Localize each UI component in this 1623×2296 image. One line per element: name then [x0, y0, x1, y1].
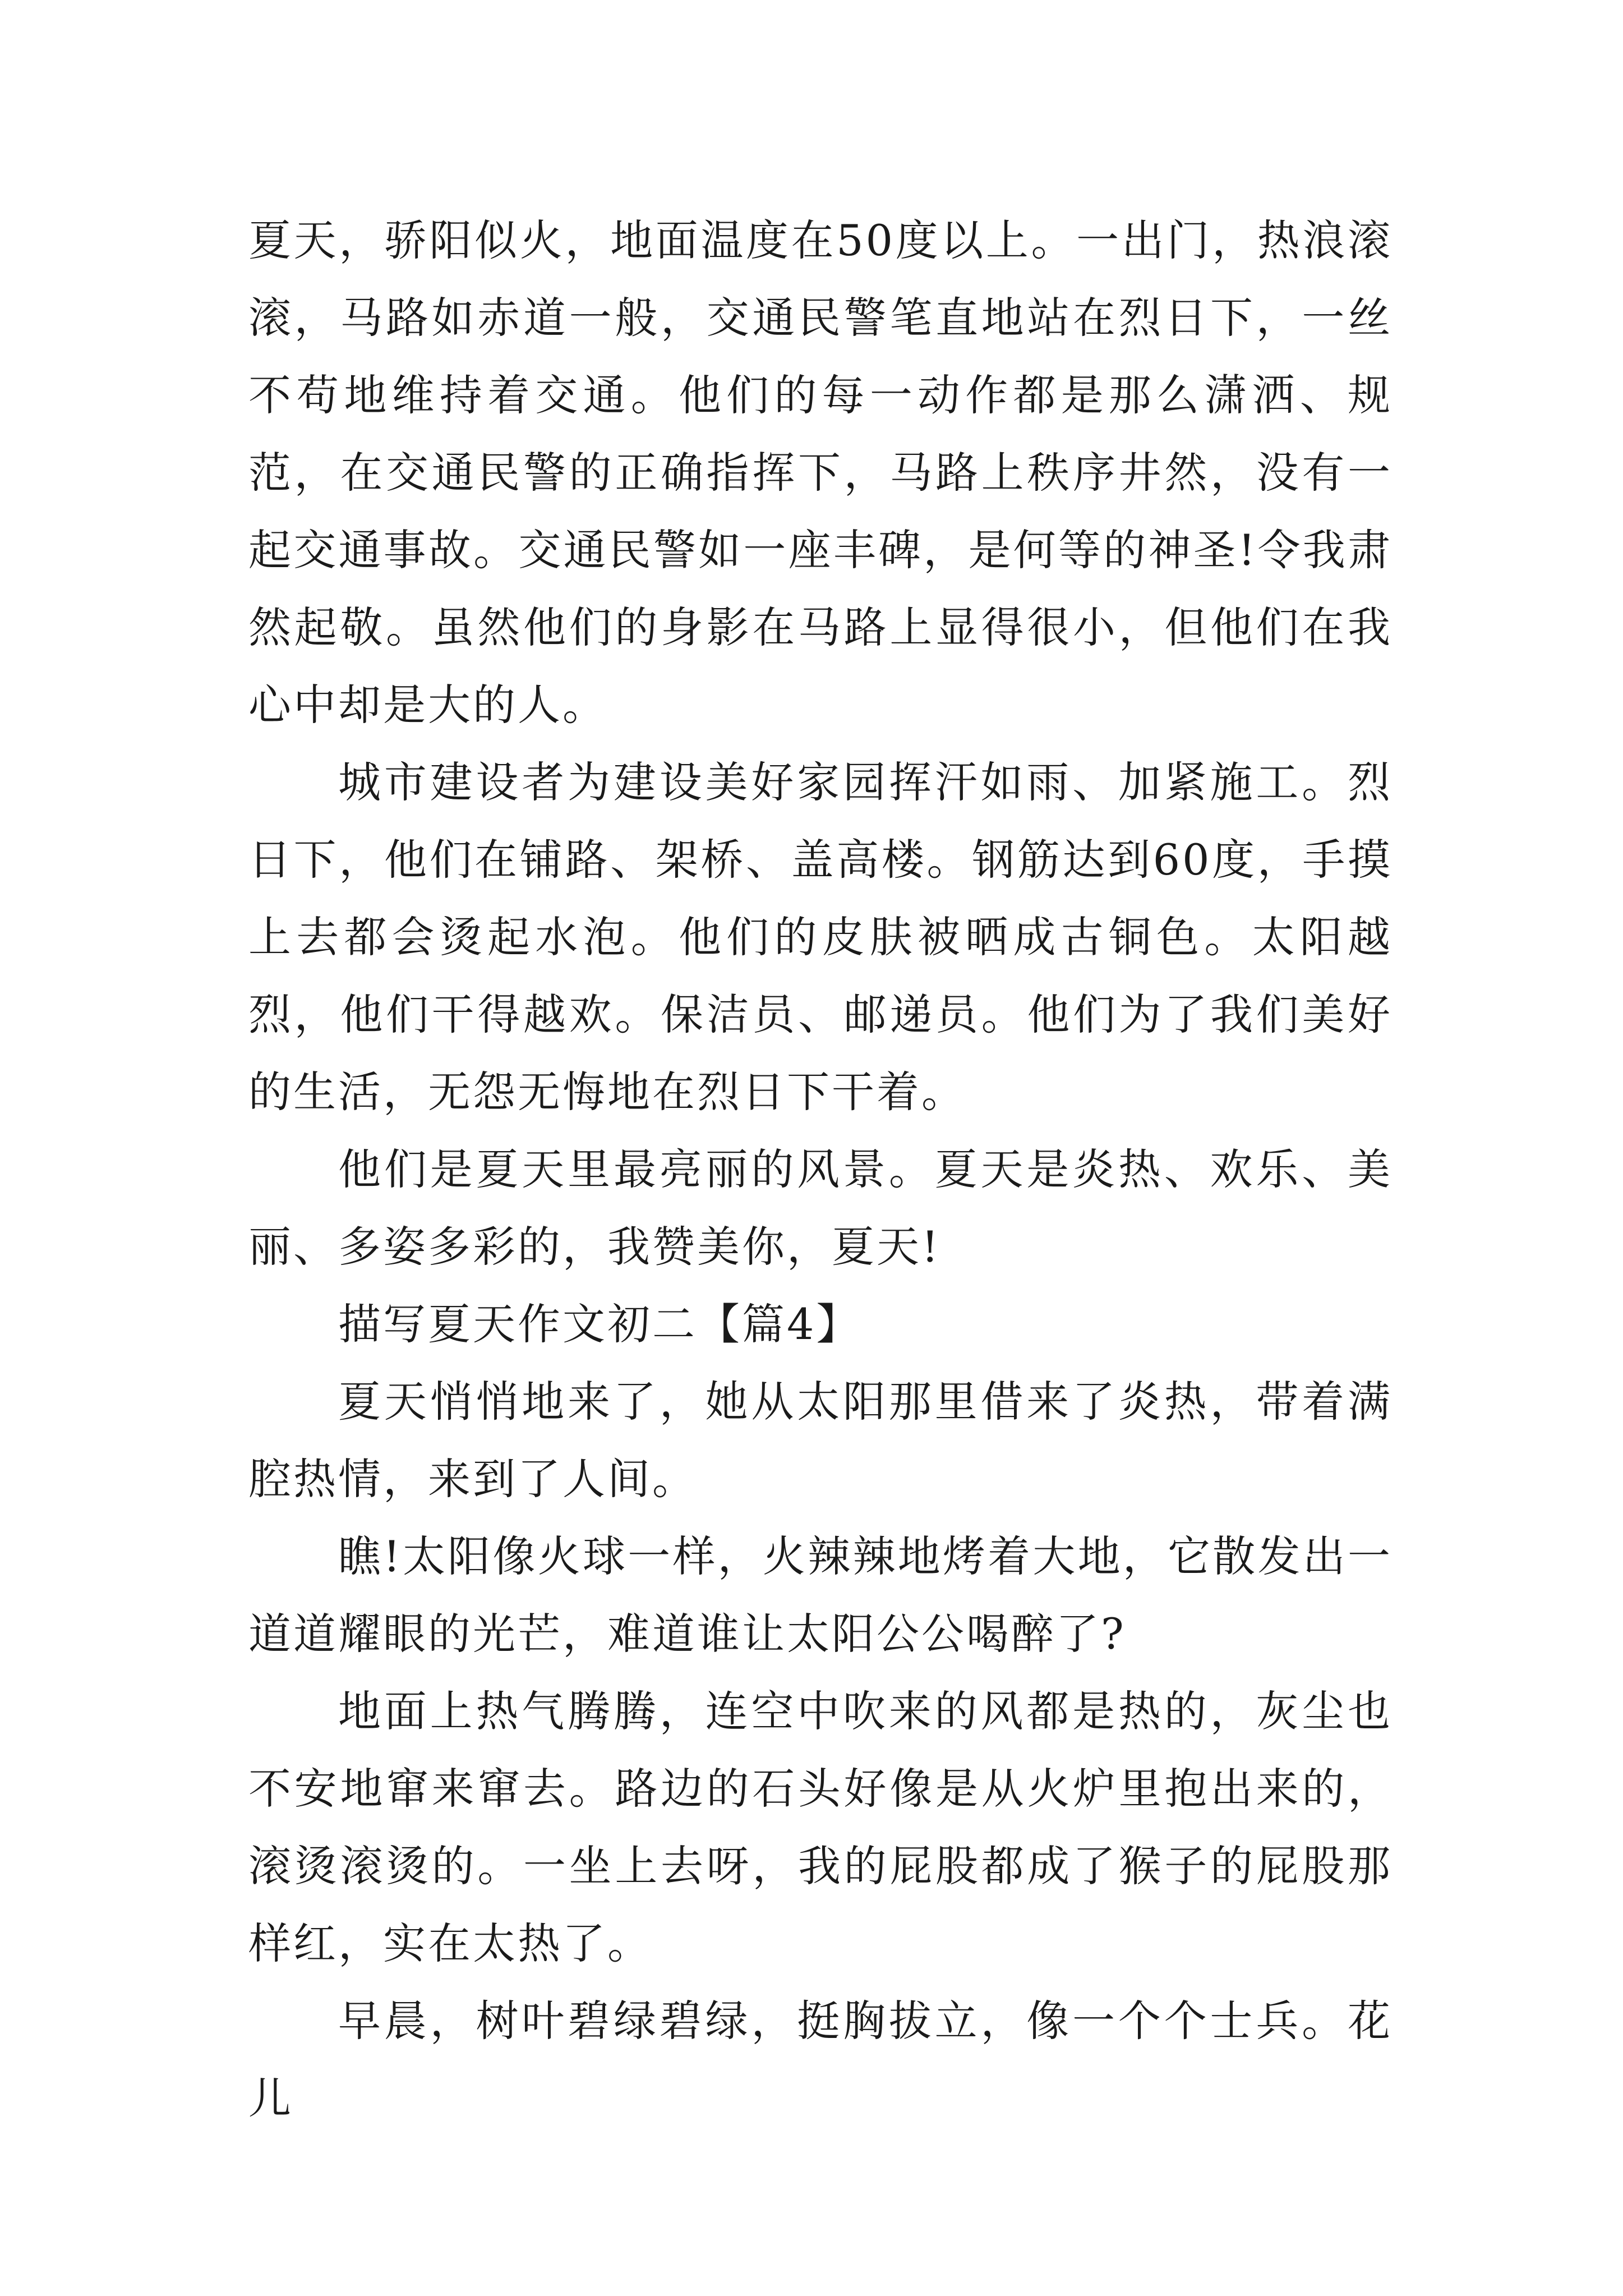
- paragraph-traffic-police: 夏天，骄阳似火，地面温度在50度以上。一出门，热浪滚滚，马路如赤道一般，交通民警笔直地站在烈日下，一丝不苟地维持着交通。他们的每一动作都是那么潇洒、规范，在交通民警的正确指挥下，马路上秩序井然，没有一起交通事故。交通民警如一座丰碑，是何等的神圣!令我肃然起敬。虽然他们的身影在马路上显得很小，但他们在我心中却是大的人。: [248, 215, 1393, 730]
- body-text: [248, 202, 1393, 2137]
- paragraph-morning: 早晨，树叶碧绿碧绿，挺胸拔立，像一个个士兵。花儿: [248, 1996, 1393, 2123]
- paragraph-summer-arrives: 夏天悄悄地来了，她从太阳那里借来了炎热，带着满腔热情，来到了人间。: [248, 1377, 1393, 1504]
- paragraph-summer-praise: 他们是夏天里最亮丽的风景。夏天是炎热、欢乐、美丽、多姿多彩的，我赞美你，夏天!: [248, 1144, 1393, 1272]
- paragraph-sun: 瞧!太阳像火球一样，火辣辣地烤着大地，它散发出一道道耀眼的光芒，难道谁让太阳公公喝醉了?: [248, 1531, 1393, 1659]
- section-heading: 描写夏天作文初二【篇4】: [338, 1299, 861, 1349]
- paragraph-hot-ground: 地面上热气腾腾，连空中吹来的风都是热的，灰尘也不安地窜来窜去。路边的石头好像是从火炉里抱出来的，滚烫滚烫的。一坐上去呀，我的屁股都成了猴子的屁股那样红，实在太热了。: [248, 1686, 1393, 1968]
- paragraph-city-builders: 城市建设者为建设美好家园挥汗如雨、加紧施工。烈日下，他们在铺路、架桥、盖高楼。钢筋达到60度，手摸上去都会烫起水泡。他们的皮肤被晒成古铜色。太阳越烈，他们干得越欢。保洁员、邮递员。他们为了我们美好的生活，无怨无悔地在烈日下干着。: [248, 757, 1393, 1117]
